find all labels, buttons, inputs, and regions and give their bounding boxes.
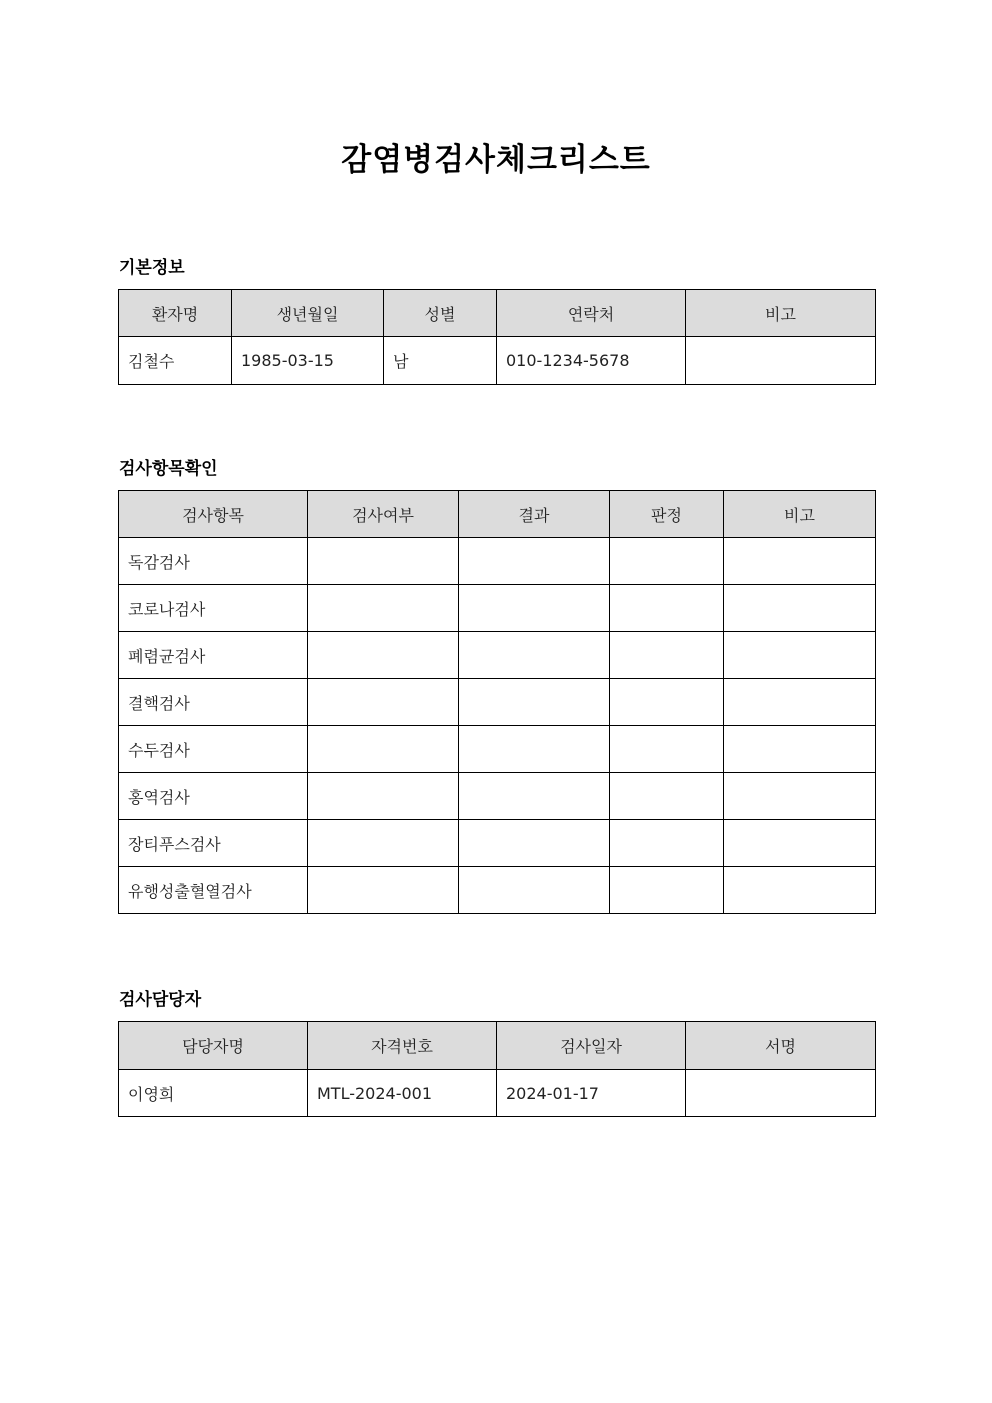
remarks-cell[interactable] [724, 867, 876, 914]
test-name-cell: 코로나검사 [119, 585, 308, 632]
done-cell[interactable] [308, 773, 459, 820]
judgment-cell[interactable] [610, 726, 724, 773]
col-header: 비고 [686, 290, 876, 337]
header-row [119, 491, 876, 538]
col-header: 결과 [459, 491, 610, 538]
table-row [119, 867, 876, 914]
table-row [119, 538, 876, 585]
table-row [119, 773, 876, 820]
judgment-cell[interactable] [610, 679, 724, 726]
remarks-cell[interactable] [724, 820, 876, 867]
signature-cell[interactable] [686, 1070, 876, 1117]
table-row [119, 820, 876, 867]
result-cell[interactable] [459, 773, 610, 820]
test-name-cell: 홍역검사 [119, 773, 308, 820]
col-header: 판정 [610, 491, 724, 538]
remarks-cell[interactable] [724, 538, 876, 585]
remarks-cell[interactable] [724, 585, 876, 632]
staff-heading: 검사담당자 [119, 990, 202, 1010]
judgment-cell[interactable] [610, 585, 724, 632]
patient-name-cell[interactable]: 김철수 [119, 337, 232, 385]
test-name-cell: 독감검사 [119, 538, 308, 585]
done-cell[interactable] [308, 726, 459, 773]
test-date-cell[interactable]: 2024-01-17 [497, 1070, 686, 1117]
col-header: 환자명 [119, 290, 232, 337]
judgment-cell[interactable] [610, 538, 724, 585]
judgment-cell[interactable] [610, 867, 724, 914]
test-name-cell: 결핵검사 [119, 679, 308, 726]
header-row [119, 290, 876, 337]
remarks-cell[interactable] [724, 679, 876, 726]
result-cell[interactable] [459, 632, 610, 679]
table-row [119, 585, 876, 632]
staff-name-cell[interactable]: 이영희 [119, 1070, 308, 1117]
table-row [119, 726, 876, 773]
gender-cell[interactable]: 남 [384, 337, 497, 385]
col-header: 검사일자 [497, 1022, 686, 1070]
table-row [119, 679, 876, 726]
done-cell[interactable] [308, 867, 459, 914]
table-row [119, 1070, 876, 1117]
test-name-cell: 수두검사 [119, 726, 308, 773]
result-cell[interactable] [459, 538, 610, 585]
staff-table [118, 1021, 876, 1117]
remarks-cell[interactable] [724, 632, 876, 679]
remarks-cell[interactable] [724, 726, 876, 773]
test-name-cell: 폐렴균검사 [119, 632, 308, 679]
table-row [119, 337, 876, 385]
document-title: 감염병검사체크리스트 [341, 142, 651, 178]
col-header: 검사항목 [119, 491, 308, 538]
test-name-cell: 장티푸스검사 [119, 820, 308, 867]
col-header: 비고 [724, 491, 876, 538]
col-header: 생년월일 [232, 290, 384, 337]
birthdate-cell[interactable]: 1985-03-15 [232, 337, 384, 385]
result-cell[interactable] [459, 867, 610, 914]
col-header: 성별 [384, 290, 497, 337]
result-cell[interactable] [459, 820, 610, 867]
basic-info-heading: 기본정보 [119, 258, 185, 278]
col-header: 자격번호 [308, 1022, 497, 1070]
col-header: 서명 [686, 1022, 876, 1070]
done-cell[interactable] [308, 538, 459, 585]
basic-info-table [118, 289, 876, 385]
table-row [119, 632, 876, 679]
tests-table [118, 490, 876, 914]
done-cell[interactable] [308, 679, 459, 726]
done-cell[interactable] [308, 820, 459, 867]
col-header: 담당자명 [119, 1022, 308, 1070]
done-cell[interactable] [308, 585, 459, 632]
header-row [119, 1022, 876, 1070]
remarks-cell[interactable] [724, 773, 876, 820]
col-header: 연락처 [497, 290, 686, 337]
result-cell[interactable] [459, 679, 610, 726]
tests-heading: 검사항목확인 [119, 459, 218, 479]
judgment-cell[interactable] [610, 632, 724, 679]
result-cell[interactable] [459, 726, 610, 773]
license-number-cell[interactable]: MTL-2024-001 [308, 1070, 497, 1117]
contact-cell[interactable]: 010-1234-5678 [497, 337, 686, 385]
done-cell[interactable] [308, 632, 459, 679]
test-name-cell: 유행성출혈열검사 [119, 867, 308, 914]
judgment-cell[interactable] [610, 773, 724, 820]
remarks-cell[interactable] [686, 337, 876, 385]
judgment-cell[interactable] [610, 820, 724, 867]
col-header: 검사여부 [308, 491, 459, 538]
result-cell[interactable] [459, 585, 610, 632]
